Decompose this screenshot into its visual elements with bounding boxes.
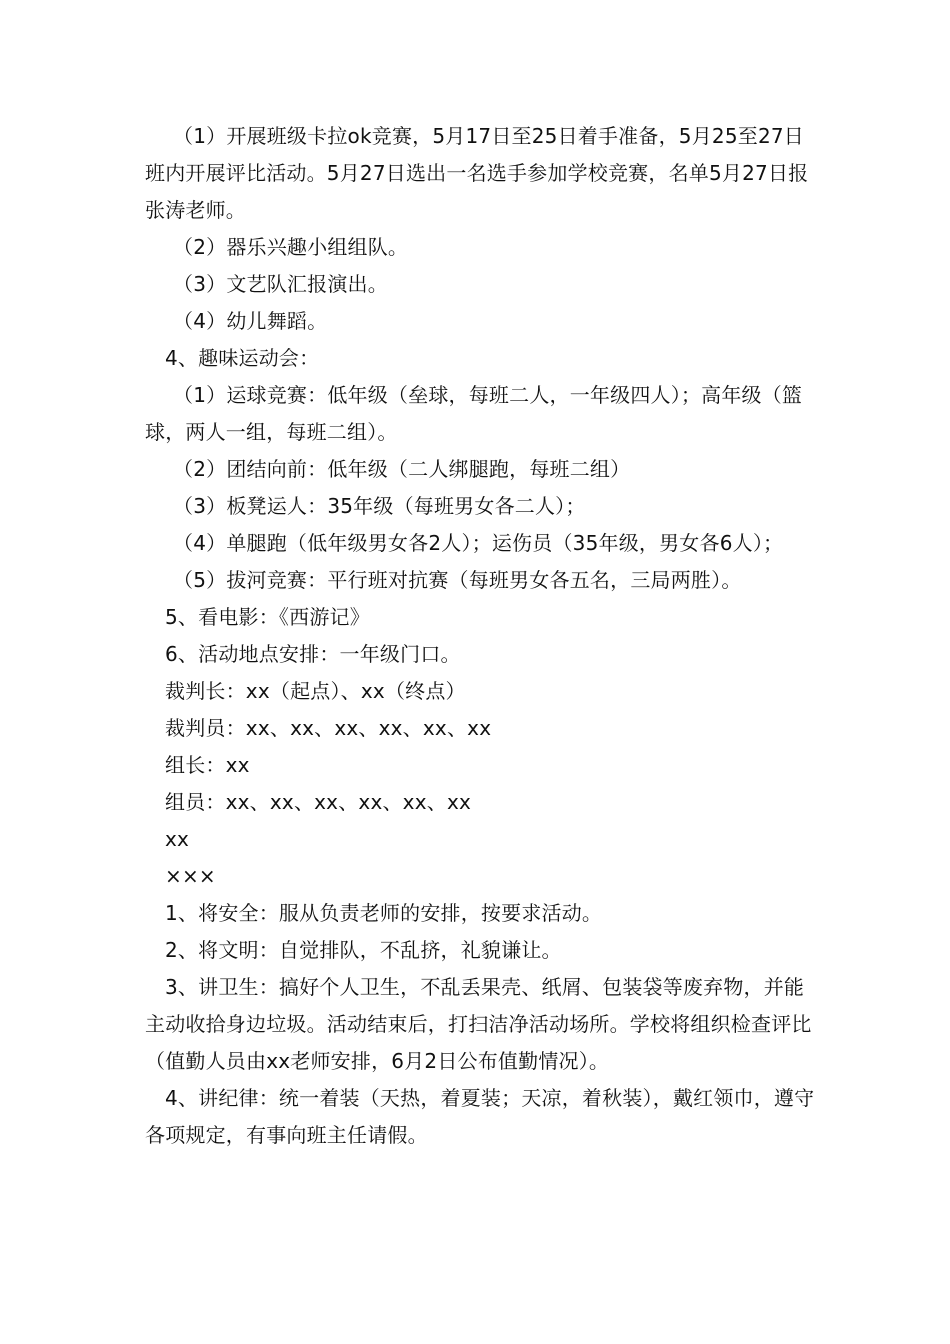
paragraph-safety: 1、将安全：服从负责老师的安排，按要求活动。 (165, 901, 603, 925)
paragraph-hygiene: 3、讲卫生：搞好个人卫生，不乱丢果壳、纸屑、包装袋等废弃物，并能主动收拾身边垃圾。活动结束后，打扫洁净活动场所。学校将组织检查评比（值勤人员由xx老师安排，6月2日公布值勤情况）。 (145, 975, 812, 1073)
paragraph-discipline: 4、讲纪律：统一着装（天热，着夏装；天凉，着秋装），戴红领巾，遵守各项规定，有事向班主任请假。 (145, 1086, 815, 1147)
paragraph-referees: 裁判员：xx、xx、xx、xx、xx、xx (165, 716, 492, 740)
paragraph-movie: 5、看电影：《西游记》 (165, 605, 370, 629)
paragraph-civility: 2、将文明：自觉排队，不乱挤，礼貌谦让。 (165, 938, 562, 962)
paragraph-karaoke-contest: （1）开展班级卡拉ok竞赛，5月17日至25日着手准备，5月25至27日班内开展评比活动。5月27日选出一名选手参加学校竞赛，名单5月27日报张涛老师。 (145, 124, 809, 222)
document-body (145, 118, 815, 1154)
paragraph-chief-referee: 裁判长：xx（起点）、xx（终点） (165, 679, 466, 703)
paragraph-venue: 6、活动地点安排：一年级门口。 (165, 642, 461, 666)
paragraph-xx: xx (165, 827, 190, 851)
paragraph-ball-race: （1）运球竞赛：低年级（垒球，每班二人，一年级四人）；高年级（篮球，两人一组，每班二组）。 (145, 383, 803, 444)
paragraph-teamwork-race: （2）团结向前：低年级（二人绑腿跑，每班二组） (173, 457, 631, 481)
paragraph-child-dance: （4）幼儿舞蹈。 (173, 309, 328, 333)
paragraph-bench-carry: （3）板凳运人：35年级（每班男女各二人）； (173, 494, 586, 518)
paragraph-art-team-show: （3）文艺队汇报演出。 (173, 272, 388, 296)
paragraph-one-leg-race: （4）单腿跑（低年级男女各2人）；运伤员（35年级，男女各6人）； (173, 531, 784, 555)
paragraph-team-members: 组员：xx、xx、xx、xx、xx、xx (165, 790, 472, 814)
paragraph-instrument-group: （2）器乐兴趣小组组队。 (173, 235, 409, 259)
paragraph-xxx: ××× (165, 864, 216, 888)
paragraph-fun-sports-heading: 4、趣味运动会： (165, 346, 320, 370)
paragraph-tug-of-war: （5）拔河竞赛：平行班对抗赛（每班男女各五名，三局两胜）。 (173, 568, 742, 592)
paragraph-team-leader: 组长：xx (165, 753, 250, 777)
